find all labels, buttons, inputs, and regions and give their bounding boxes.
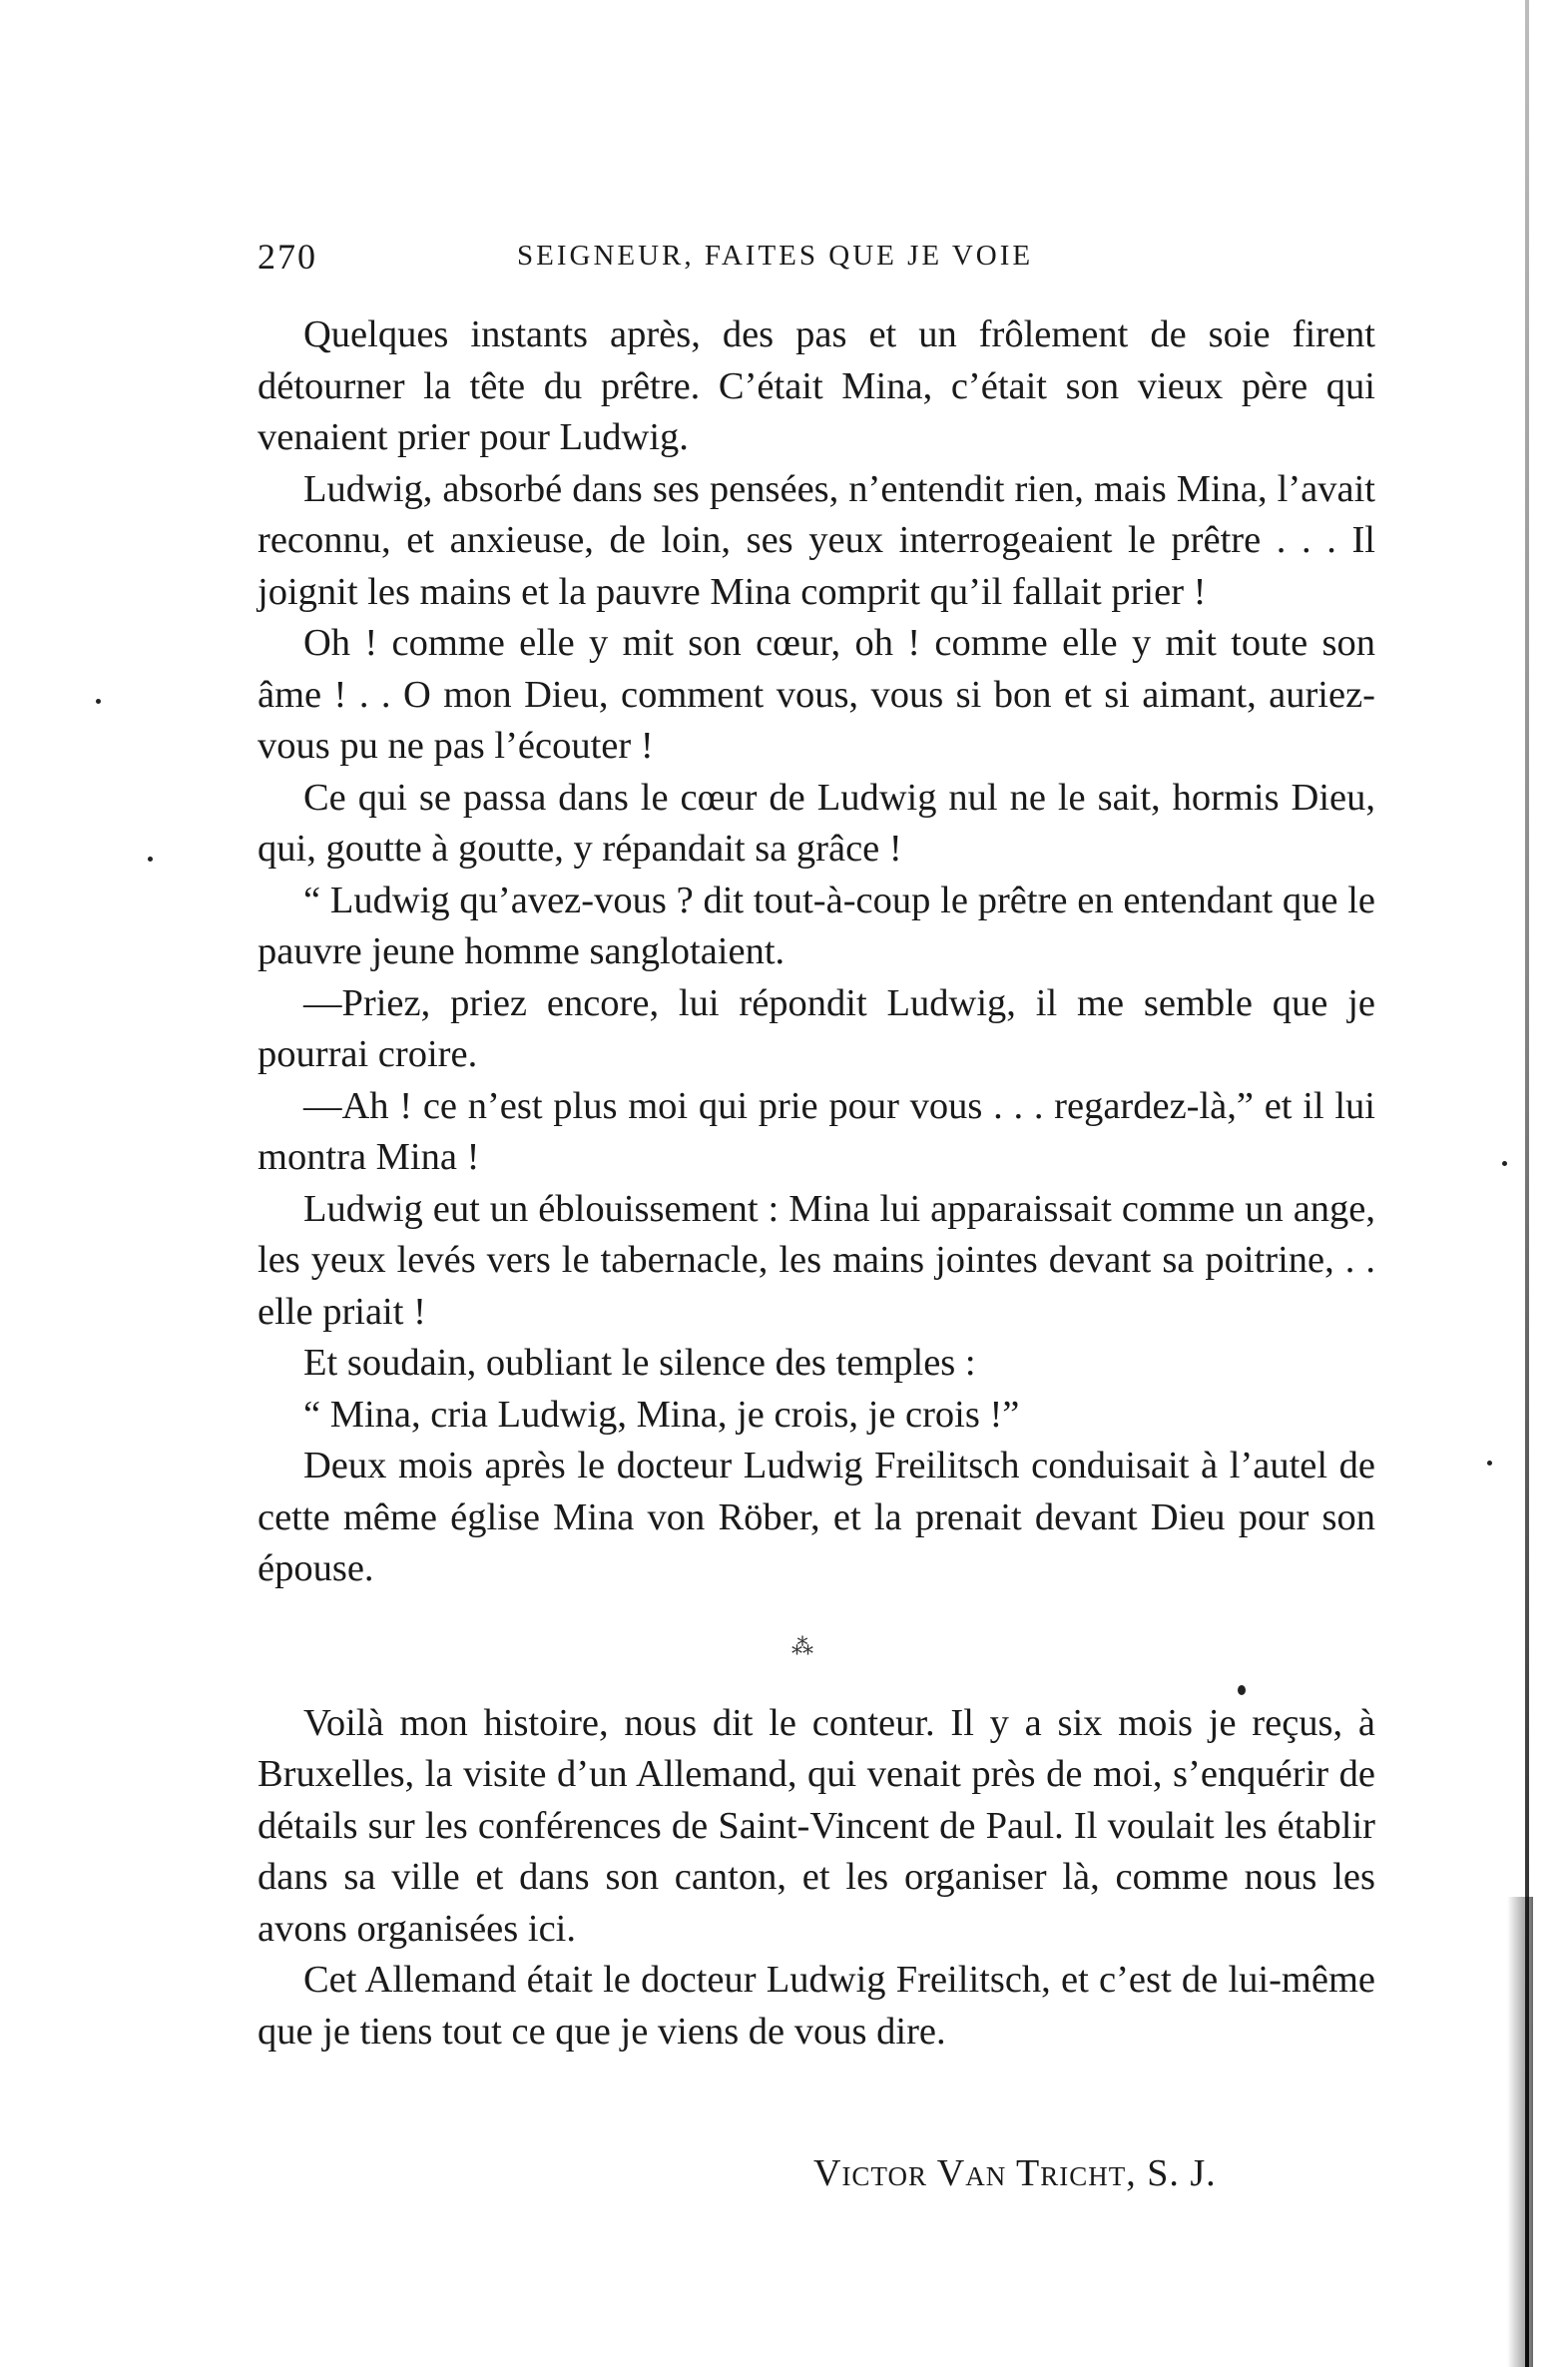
section-separator (258, 1595, 1375, 1698)
author-signature: Victor Van Tricht, S. J. (813, 2152, 1217, 2194)
ink-speck (96, 699, 101, 704)
paragraph: Ludwig, absorbé dans ses pensées, n’entendit rien, mais Mina, l’avait reconnu, et anxieuse, de loin, ses yeux interrogeaient le prêtre . . . Il joignit les mains et la pauvre Mina comprit qu’il fallait prier ! (258, 467, 1375, 613)
ink-speck (1487, 1461, 1492, 1466)
paragraph: “ Ludwig qu’avez-vous ? dit tout-à-coup le prêtre en entendant que le pauvre jeune homme sanglotaient. (258, 879, 1375, 972)
paragraph: Voilà mon histoire, nous dit le conteur. Il y a six mois je reçus, à Bruxelles, la visite d’un Allemand, qui venait près de moi, s’enquérir de détails sur les conférences de Saint-Vincent de Paul. Il voulait les établir dans sa ville et dans son canton, et les organiser là, comme nous les avons organisées ici. (258, 1701, 1375, 1950)
running-head (258, 236, 1375, 286)
paragraph: Cet Allemand était le docteur Ludwig Freilitsch, et c’est de lui-même que je tiens tout ce que je viens de vous dire. (258, 1959, 1375, 2053)
page-number: 270 (258, 237, 317, 277)
paragraph: Quelques instants après, des pas et un frôlement de soie firent détourner la tête du prêtre. C’était Mina, c’était son vieux père qui venaient prier pour Ludwig. (258, 313, 1375, 458)
paragraph: “ Mina, cria Ludwig, Mina, je crois, je crois !” (303, 1393, 1020, 1436)
paragraph: —Priez, priez encore, lui répondit Ludwig, il me semble que je pourrai croire. (258, 981, 1375, 1075)
paragraph: Ce qui se passa dans le cœur de Ludwig nul ne le sait, hormis Dieu, qui, goutte à goutte, y répandait sa grâce ! (258, 776, 1375, 870)
asterism: ⁂ (791, 1633, 814, 1659)
running-title: SEIGNEUR, FAITES QUE JE VOIE (517, 240, 1034, 272)
paragraph: —Ah ! ce n’est plus moi qui prie pour vous . . . regardez-là,” et il lui montra Mina ! (258, 1084, 1375, 1178)
paragraph: Et soudain, oubliant le silence des temples : (303, 1342, 976, 1384)
binding-shadow (1507, 1897, 1533, 2367)
paragraph: Ludwig eut un éblouissement : Mina lui apparaissait comme un ange, les yeux levés vers le tabernacle, les mains jointes devant sa poitrine, . . elle priait ! (258, 1187, 1375, 1333)
ink-speck (148, 857, 153, 862)
ink-speck (1238, 1685, 1246, 1695)
body-text (258, 309, 1375, 2058)
paragraph: Oh ! comme elle y mit son cœur, oh ! comme elle y mit toute son âme ! . . O mon Dieu, comment vous, vous si bon et si aimant, auriez-vous pu ne pas l’écouter ! (258, 622, 1375, 767)
ink-speck (1502, 1161, 1507, 1166)
paragraph: Deux mois après le docteur Ludwig Freilitsch conduisait à l’autel de cette même église Mina von Röber, et la prenait devant Dieu pour son épouse. (258, 1445, 1375, 1589)
